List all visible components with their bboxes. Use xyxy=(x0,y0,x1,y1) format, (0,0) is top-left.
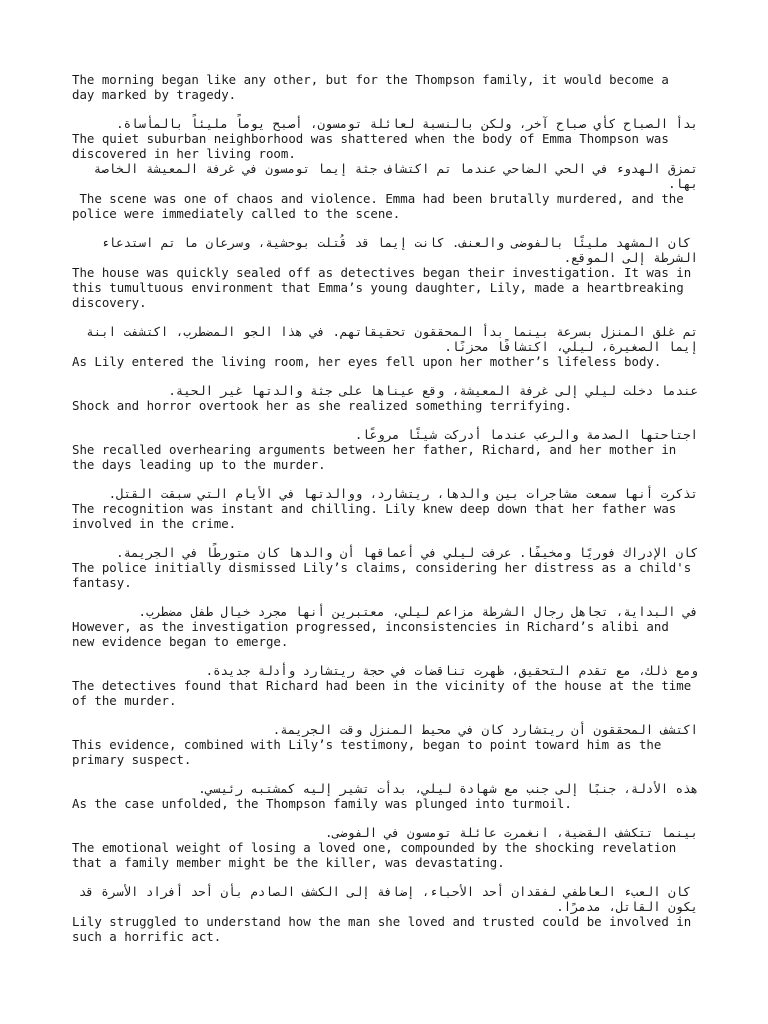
arabic-line: اجتاحتها الصدمة والرعب عندما أدركت شيئًا مروعًا. xyxy=(354,427,698,442)
english-line: The morning began like any other, but for the Thompson family, it would become a day marked by tragedy. xyxy=(72,72,677,102)
english-line: The detectives found that Richard had been in the vicinity of the house at the time of the murder. xyxy=(72,678,699,708)
arabic-line: بينما تتكشف القضية، انغمرت عائلة تومسون في الفوضى. xyxy=(325,825,698,840)
arabic-line: تمزق الهدوء في الحي الضاحي عندما تم اكتشاف جثة إيما تومسون في غرفة المعيشة الخاصة بها. xyxy=(86,161,698,191)
arabic-line: عندما دخلت ليلي إلى غرفة المعيشة، وقع عيناها على جثة والدتها غير الحية. xyxy=(168,383,698,398)
english-line: Lily struggled to understand how the man she loved and trusted could be involved in such a horrific act. xyxy=(72,914,699,944)
english-line: The recognition was instant and chilling. Lily knew deep down that her father was involved in the crime. xyxy=(72,501,684,531)
arabic-line: كان المشهد مليئًا بالفوضى والعنف. كانت إيما قد قُتلت بوحشية، وسرعان ما تم استدعاء الشرطة إلى الموقع. xyxy=(93,235,698,265)
english-line: This evidence, combined with Lily’s testimony, began to point toward him as the primary suspect. xyxy=(72,737,669,767)
english-line: As the case unfolded, the Thompson family was plunged into turmoil. xyxy=(72,796,572,811)
arabic-line: ومع ذلك، مع تقدم التحقيق، ظهرت تناقضات في حجة ريتشارد وأدلة جديدة. xyxy=(205,663,698,678)
arabic-line: اكتشف المحققون أن ريتشارد كان في محيط المنزل وقت الجريمة. xyxy=(272,722,698,737)
english-line: As Lily entered the living room, her eyes fell upon her mother’s lifeless body. xyxy=(72,354,662,369)
arabic-line: تذكرت أنها سمعت مشاجرات بين والدها، ريتشارد، ووالدتها في الأيام التي سبقت القتل. xyxy=(108,486,698,501)
english-line: The emotional weight of losing a loved one, compounded by the shocking revelation that a family member might be the killer, was devastating. xyxy=(72,840,684,870)
english-line: However, as the investigation progressed, inconsistencies in Richard’s alibi and new evidence began to emerge. xyxy=(72,619,677,649)
english-line: The scene was one of chaos and violence. Emma had been brutally murdered, and the police were immediately called to the scene. xyxy=(72,191,692,221)
arabic-line: في البداية، تجاهل رجال الشرطة مزاعم ليلي، معتبرين أنها مجرد خيال طفل مضطرب. xyxy=(138,604,698,619)
arabic-line: هذه الأدلة، جنبًا إلى جنب مع شهادة ليلي، بدأت تشير إليه كمشتبه رئيسي. xyxy=(198,781,698,796)
document-body xyxy=(72,72,698,944)
english-line: Shock and horror overtook her as she realized something terrifying. xyxy=(72,398,572,413)
english-line: The police initially dismissed Lily’s claims, considering her distress as a child's fantasy. xyxy=(72,560,699,590)
english-line: The house was quickly sealed off as detectives began their investigation. It was in this tumultuous environment that Emma’s young daughter, Lily, made a heartbreaking discovery. xyxy=(72,265,699,310)
arabic-line: بدأ الصباح كأي صباح آخر، ولكن بالنسبة لعائلة تومسون، أصبح يوماً مليئاً بالمأساة. xyxy=(116,116,698,131)
arabic-line: تم غلق المنزل بسرعة بينما بدأ المحققون تحقيقاتهم. في هذا الجو المضطرب، اكتشفت ابنة إيما الصغيرة، ليلي، اكتشافًا محزنًا. xyxy=(78,324,698,354)
english-line: She recalled overhearing arguments between her father, Richard, and her mother in the days leading up to the murder. xyxy=(72,442,684,472)
english-line: The quiet suburban neighborhood was shattered when the body of Emma Thompson was discovered in her living room. xyxy=(72,131,677,161)
arabic-line: كان العبء العاطفي لفقدان أحد الأحباء، إضافة إلى الكشف الصادم بأن أحد أفراد الأسرة قد يكون القاتل، مدمرًا. xyxy=(71,884,698,914)
arabic-line: كان الإدراك فوريًا ومخيفًا. عرفت ليلي في أعماقها أن والدها كان متورطًا في الجريمة. xyxy=(116,545,698,560)
